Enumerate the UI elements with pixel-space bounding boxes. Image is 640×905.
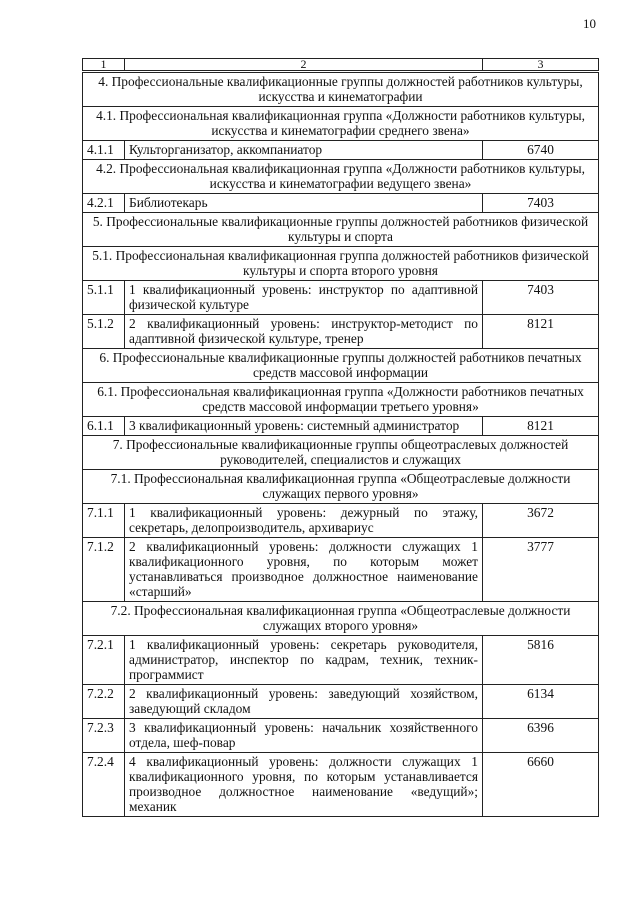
salary-value: 8121 xyxy=(483,417,599,436)
section-heading: 7. Профессиональные квалификационные группы общеотраслевых должностей руководителей, специалистов и служащих xyxy=(83,436,599,470)
row-code: 4.2.1 xyxy=(83,194,125,213)
position-description: 1 квалификационный уровень: дежурный по этажу, секретарь, делопроизводитель, архивариус xyxy=(125,504,483,538)
position-description: Библиотекарь xyxy=(125,194,483,213)
row-code: 7.2.3 xyxy=(83,719,125,753)
section-heading: 5. Профессиональные квалификационные группы должностей работников физической культуры и спорта xyxy=(83,213,599,247)
table-row xyxy=(83,194,599,213)
column-number-1: 1 xyxy=(83,59,125,72)
table-row xyxy=(83,281,599,315)
position-description: 1 квалификационный уровень: секретарь руководителя, администратор, инспектор по кадрам, техник, техник-программист xyxy=(125,636,483,685)
row-code: 5.1.2 xyxy=(83,315,125,349)
section-heading: 4. Профессиональные квалификационные группы должностей работников культуры, искусства и кинематографии xyxy=(83,72,599,107)
table-row xyxy=(83,719,599,753)
row-code: 7.2.2 xyxy=(83,685,125,719)
table-row xyxy=(83,538,599,602)
table-row xyxy=(83,315,599,349)
row-code: 7.1.2 xyxy=(83,538,125,602)
salary-value: 3672 xyxy=(483,504,599,538)
row-code: 5.1.1 xyxy=(83,281,125,315)
column-number-3: 3 xyxy=(483,59,599,72)
section-heading-row xyxy=(83,247,599,281)
section-heading-row xyxy=(83,349,599,383)
salary-value: 3777 xyxy=(483,538,599,602)
salary-value: 7403 xyxy=(483,281,599,315)
table-row xyxy=(83,417,599,436)
column-number-2: 2 xyxy=(125,59,483,72)
section-heading: 4.1. Профессиональная квалификационная группа «Должности работников культуры, искусства и кинематографии среднего звена» xyxy=(83,107,599,141)
row-code: 6.1.1 xyxy=(83,417,125,436)
salary-value: 6396 xyxy=(483,719,599,753)
section-heading: 5.1. Профессиональная квалификационная группа должностей работников физической культуры и спорта второго уровня xyxy=(83,247,599,281)
salary-value: 6740 xyxy=(483,141,599,160)
column-number-row xyxy=(83,59,599,72)
section-heading: 6.1. Профессиональная квалификационная группа «Должности работников печатных средств массовой информации третьего уровня» xyxy=(83,383,599,417)
table-row xyxy=(83,504,599,538)
page-number: 10 xyxy=(583,16,596,31)
section-heading-row xyxy=(83,72,599,107)
table-row xyxy=(83,636,599,685)
position-description: 3 квалификационный уровень: системный администратор xyxy=(125,417,483,436)
salary-value: 8121 xyxy=(483,315,599,349)
position-description: 2 квалификационный уровень: инструктор-методист по адаптивной физической культуре, тренер xyxy=(125,315,483,349)
position-description: Культорганизатор, аккомпаниатор xyxy=(125,141,483,160)
salary-value: 7403 xyxy=(483,194,599,213)
row-code: 7.1.1 xyxy=(83,504,125,538)
position-description: 1 квалификационный уровень: инструктор по адаптивной физической культуре xyxy=(125,281,483,315)
position-description: 4 квалификационный уровень: должности служащих 1 квалификационного уровня, по которым устанавливается производное должностное наименование «ведущий»; механик xyxy=(125,753,483,817)
salary-table xyxy=(82,58,599,817)
salary-value: 5816 xyxy=(483,636,599,685)
section-heading-row xyxy=(83,160,599,194)
section-heading-row xyxy=(83,213,599,247)
table-row xyxy=(83,685,599,719)
section-heading: 7.2. Профессиональная квалификационная группа «Общеотраслевые должности служащих второго уровня» xyxy=(83,602,599,636)
position-description: 3 квалификационный уровень: начальник хозяйственного отдела, шеф-повар xyxy=(125,719,483,753)
section-heading: 7.1. Профессиональная квалификационная группа «Общеотраслевые должности служащих первого уровня» xyxy=(83,470,599,504)
position-description: 2 квалификационный уровень: должности служащих 1 квалификационного уровня, по которым может устанавливаться производное должностное наименование «старший» xyxy=(125,538,483,602)
position-description: 2 квалификационный уровень: заведующий хозяйством, заведующий складом xyxy=(125,685,483,719)
salary-value: 6134 xyxy=(483,685,599,719)
section-heading-row xyxy=(83,383,599,417)
section-heading-row xyxy=(83,470,599,504)
salary-value: 6660 xyxy=(483,753,599,817)
row-code: 7.2.4 xyxy=(83,753,125,817)
row-code: 4.1.1 xyxy=(83,141,125,160)
section-heading-row xyxy=(83,107,599,141)
table-row xyxy=(83,141,599,160)
row-code: 7.2.1 xyxy=(83,636,125,685)
section-heading: 6. Профессиональные квалификационные группы должностей работников печатных средств массовой информации xyxy=(83,349,599,383)
section-heading-row xyxy=(83,436,599,470)
table-row xyxy=(83,753,599,817)
section-heading: 4.2. Профессиональная квалификационная группа «Должности работников культуры, искусства и кинематографии ведущего звена» xyxy=(83,160,599,194)
section-heading-row xyxy=(83,602,599,636)
